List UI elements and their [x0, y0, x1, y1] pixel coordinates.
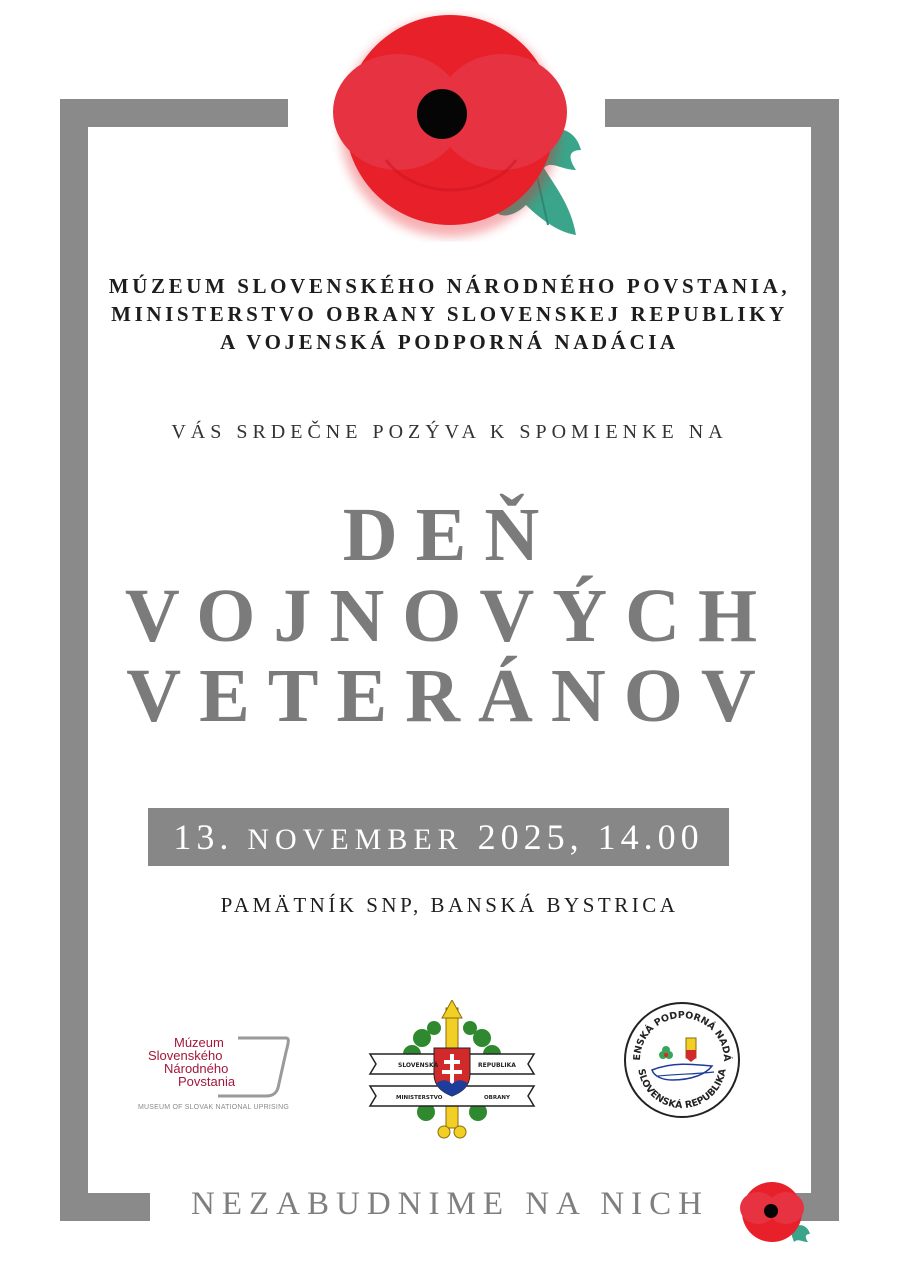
frame-bottom-left: [60, 1193, 150, 1221]
museum-name-2: Slovenského: [148, 1048, 223, 1063]
poppy-small-icon: [736, 1178, 816, 1250]
hosts-line-3: A VOJENSKÁ PODPORNÁ NADÁCIA: [220, 330, 679, 354]
date-text: [173, 816, 703, 858]
footer-slogan: NEZABUDNIME NA NICH: [191, 1186, 709, 1222]
museum-subtitle: MUSEUM OF SLOVAK NATIONAL UPRISING: [138, 1104, 289, 1111]
hosts-line-1: MÚZEUM SLOVENSKÉHO NÁRODNÉHO POVSTANIA,: [108, 274, 791, 298]
hosts-block: [88, 272, 811, 356]
date-day: 13.: [173, 817, 234, 857]
foundation-seal-icon: [622, 1000, 742, 1120]
ministry-logo: [366, 1000, 538, 1146]
ribbon-text-left: SLOVENSKÁ: [398, 1062, 439, 1069]
date-month: NOVEMBER: [247, 823, 464, 856]
ribbon-text-bottom-left: MINISTERSTVO: [396, 1095, 443, 1101]
hosts-line-2: MINISTERSTVO OBRANY SLOVENSKEJ REPUBLIKY: [111, 302, 788, 326]
title-line-2: VOJNOVÝCH: [124, 574, 776, 658]
ribbon-text-bottom-right: OBRANY: [484, 1095, 510, 1101]
frame-top-right: [605, 99, 839, 127]
date-rest: 2025, 14.00: [477, 817, 704, 857]
invite-text: VÁS SRDEČNE POZÝVA K SPOMIENKE NA: [171, 421, 728, 443]
foundation-logo: [622, 1000, 742, 1120]
ministry-emblem-icon: [366, 1000, 538, 1146]
ribbon-text-right: REPUBLIKA: [478, 1062, 516, 1069]
foundation-text-bottom: SLOVENSKÁ REPUBLIKA: [635, 1067, 729, 1112]
museum-name-3: Národného: [164, 1061, 229, 1076]
title-line-1: DEŇ: [342, 493, 558, 577]
date-banner: [148, 808, 729, 866]
museum-name-1: Múzeum: [174, 1035, 224, 1050]
poppy-icon: [326, 10, 588, 242]
museum-name-4: Povstania: [178, 1074, 236, 1089]
museum-logo: [138, 1030, 294, 1120]
frame-top-left: [60, 99, 288, 127]
venue-text: PAMÄTNÍK SNP, BANSKÁ BYSTRICA: [220, 893, 679, 917]
title-line-3: VETERÁNOV: [126, 654, 774, 738]
foundation-text-top: ENSKÁ PODPORNÁ NADÁ: [631, 1009, 733, 1062]
